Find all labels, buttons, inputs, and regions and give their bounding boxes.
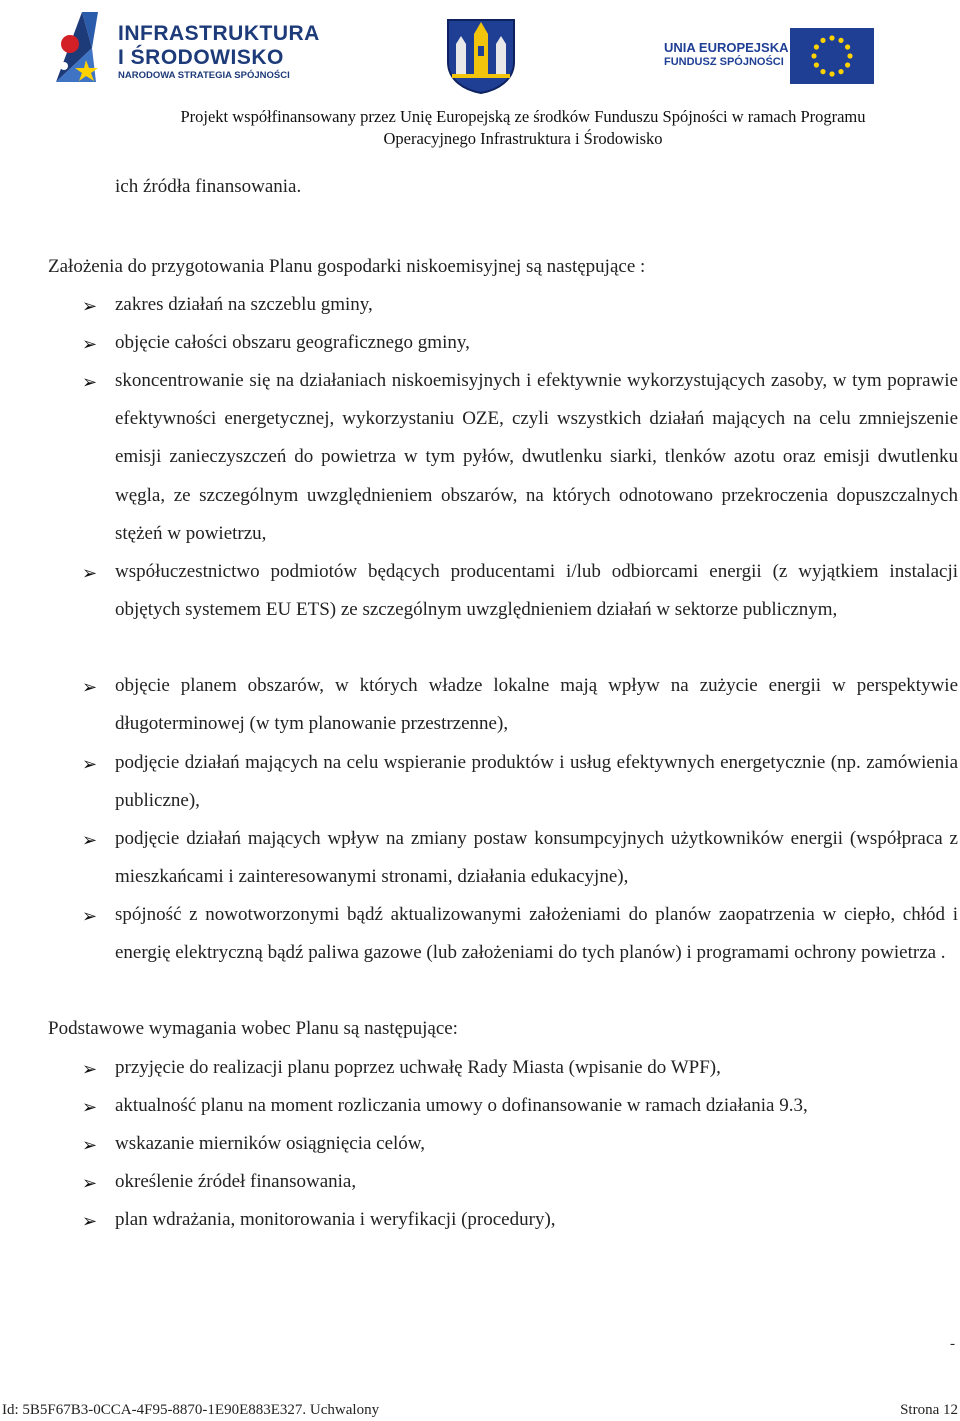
bullet-icon: ➢ [82, 1135, 98, 1155]
infrastruktura-logo [52, 8, 320, 86]
logo-line-3: NARODOWA STRATEGIA SPÓJNOŚCI [118, 70, 290, 81]
bullet-icon: ➢ [82, 372, 98, 392]
eu-flag-icon [790, 28, 874, 84]
section1-intro: Założenia do przygotowania Planu gospodarki niskoemisyjnej są następujące : [48, 256, 646, 277]
project-caption [0, 106, 960, 150]
document-id: Id: 5B5F67B3-0CCA-4F95-8870-1E90E883E327. Uchwalony [2, 1402, 380, 1418]
bullet-icon: ➢ [82, 906, 98, 926]
project-caption-line-1: Projekt współfinansowany przez Unię Europejską ze środków Funduszu Spójności w ramach Programu [180, 107, 866, 126]
footer-dash: - [950, 1336, 955, 1352]
project-caption-line-2: Operacyjnego Infrastruktura i Środowisko [383, 129, 663, 148]
list-item: aktualność planu na moment rozliczania umowy o dofinansowanie w ramach działania 9.3, [115, 1095, 808, 1116]
list-item: przyjęcie do realizacji planu poprzez uchwałę Rady Miasta (wpisanie do WPF), [115, 1057, 721, 1078]
eu-logo-line-2: FUNDUSZ SPÓJNOŚCI [664, 56, 784, 68]
bullet-icon: ➢ [82, 334, 98, 354]
bullet-icon: ➢ [82, 1211, 98, 1231]
bullet-icon: ➢ [82, 296, 98, 316]
logo-line-2: I ŚRODOWISKO [118, 46, 284, 69]
list-item: skoncentrowanie się na działaniach niskoemisyjnych i efektywnie wykorzystujących zasoby, w tym poprawie efektywności energetycznej, wykorzystaniu OZE, czyli wszystkich działań mających na celu zmniejszenie emisji zanieczyszczeń do powietrza w tym pyłów, dwutlenku siarki, tlenków azotu oraz emisji dwutlenku węgla, ze szczególnym uwzględnieniem obszarów, na których odnotowano przekroczenia dopuszczalnych stężeń w powietrzu, [115, 370, 958, 544]
list-item: określenie źródeł finansowania, [115, 1171, 357, 1192]
coat-of-arms-icon [444, 16, 518, 94]
list-item: objęcie planem obszarów, w których władze lokalne mają wpływ na zużycie energii w perspektywie długoterminowej (w tym planowanie przestrzenne), [115, 675, 958, 735]
bullet-icon: ➢ [82, 677, 98, 697]
page-number: Strona 12 [900, 1402, 958, 1418]
eu-logo-line-1: UNIA EUROPEJSKA [664, 40, 789, 55]
eu-logo [662, 28, 876, 84]
list-item: wskazanie mierników osiągnięcia celów, [115, 1133, 426, 1154]
list-item: podjęcie działań mających wpływ na zmiany postaw konsumpcyjnych użytkowników energii (współpraca z mieszkańcami i zainteresowanymi stronami, działania edukacyjne), [115, 828, 958, 888]
list-item: podjęcie działań mających na celu wspieranie produktów i usług efektywnych energetycznie (np. zamówienia publiczne), [115, 752, 958, 812]
bullet-icon: ➢ [82, 830, 98, 850]
bullet-icon: ➢ [82, 754, 98, 774]
list-item: współuczestnictwo podmiotów będących producentami i/lub odbiorcami energii (z wyjątkiem instalacji objętych systemem EU ETS) ze szczególnym uwzględnieniem działań w sektorze publicznym, [115, 561, 958, 621]
list-item: objęcie całości obszaru geograficznego gminy, [115, 332, 470, 353]
list-item: zakres działań na szczeblu gminy, [115, 294, 373, 315]
bullet-icon: ➢ [82, 1097, 98, 1117]
list-item: plan wdrażania, monitorowania i weryfikacji (procedury), [115, 1209, 556, 1230]
bullet-icon: ➢ [82, 1059, 98, 1079]
coat-of-arms-logo [444, 16, 518, 94]
section2-intro: Podstawowe wymagania wobec Planu są następujące: [48, 1018, 458, 1039]
logo-line-1: INFRASTRUKTURA [118, 22, 320, 45]
bullet-icon: ➢ [82, 1173, 98, 1193]
bullet-icon: ➢ [82, 563, 98, 583]
list-item: spójność z nowotworzonymi bądź aktualizowanymi założeniami do planów zaopatrzenia w ciepło, chłód i energię elektryczną bądź paliwa gazowe (lub założeniami do tych planów) i programami ochrony powietrza . [115, 904, 958, 964]
leading-fragment: ich źródła finansowania. [115, 176, 302, 197]
